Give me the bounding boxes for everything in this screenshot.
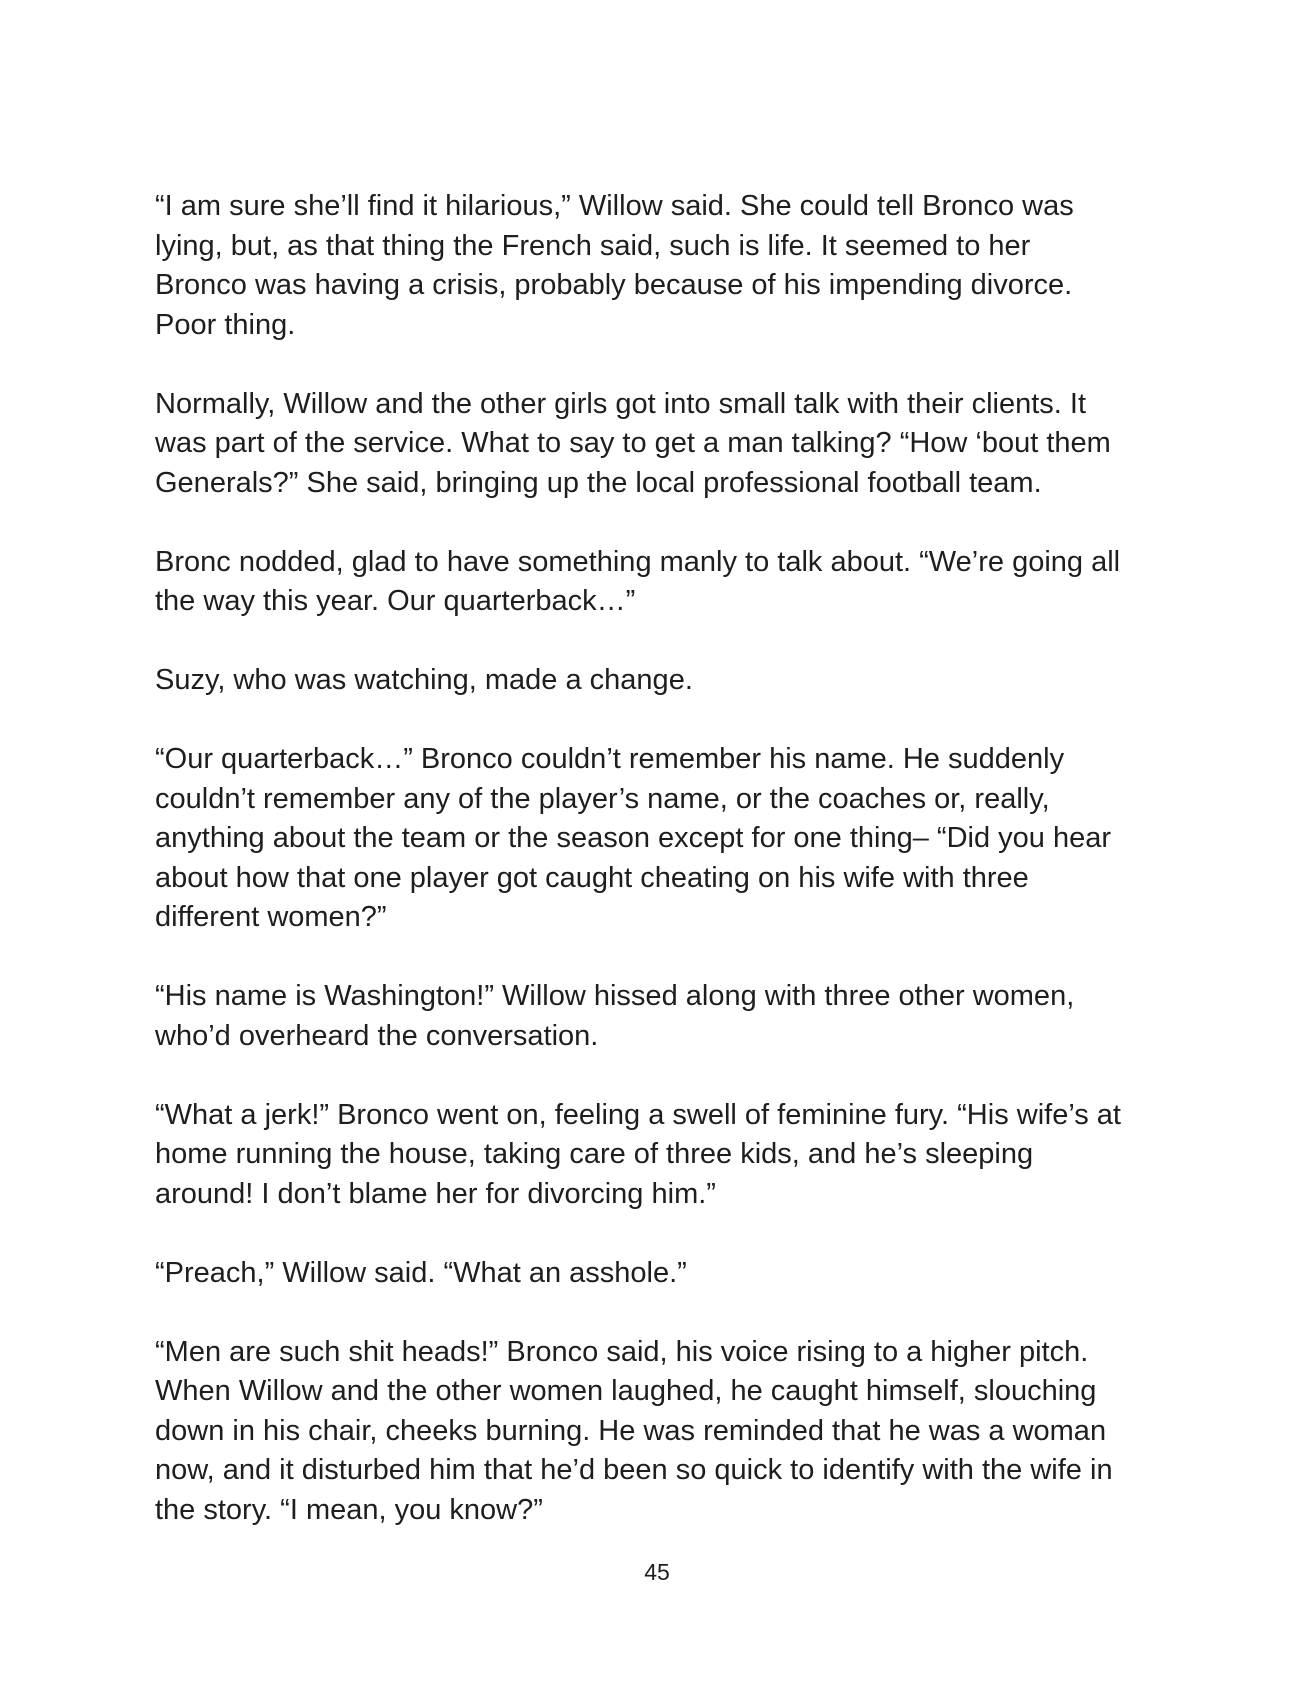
text-line: Bronc nodded, glad to have something manly to talk about. “We’re going all [155, 545, 1121, 578]
paragraph [155, 543, 1165, 622]
text-line: home running the house, taking care of three kids, and he’s sleeping [155, 1138, 1034, 1170]
text-line: couldn’t remember any of the player’s name, or the coaches or, really, [155, 782, 1050, 815]
text-line: around! I don’t blame her for divorcing him.” [155, 1177, 716, 1210]
text-line: who’d overheard the conversation. [155, 1019, 599, 1052]
text-line: now, and it disturbed him that he’d been so quick to identify with the wife in [155, 1454, 1113, 1486]
paragraph [155, 740, 1165, 938]
text-line: the story. “I mean, you know?” [155, 1493, 543, 1526]
text-line: Bronco was having a crisis, probably because of his impending divorce. [155, 269, 1073, 301]
text-line: about how that one player got caught cheating on his wife with three [155, 861, 1029, 894]
page-number: 45 [644, 1559, 670, 1585]
text-line: the way this year. Our quarterback…” [155, 585, 636, 617]
paragraph [155, 385, 1165, 504]
text-line: was part of the service. What to say to get a man talking? “How ‘bout them [155, 427, 1111, 459]
paragraph [155, 187, 1165, 345]
paragraph [155, 977, 1165, 1056]
text-line: anything about the team or the season except for one thing– “Did you hear [155, 822, 1112, 854]
text-line: “Our quarterback…” Bronco couldn’t remember his name. He suddenly [155, 743, 1065, 775]
paragraph [155, 1096, 1165, 1215]
text-line: different women?” [155, 901, 387, 933]
text-line: Suzy, who was watching, made a change. [155, 664, 693, 696]
text-line: When Willow and the other women laughed, he caught himself, slouching [155, 1375, 1097, 1407]
text-line: “What a jerk!” Bronco went on, feeling a swell of feminine fury. “His wife’s at [155, 1098, 1121, 1131]
paragraph [155, 1333, 1165, 1531]
text-line: “His name is Washington!” Willow hissed along with three other women, [155, 980, 1075, 1012]
text-line: “I am sure she’ll find it hilarious,” Willow said. She could tell Bronco was [155, 190, 1074, 222]
text-line: Normally, Willow and the other girls got into small talk with their clients. It [155, 387, 1087, 420]
text-line: Poor thing. [155, 308, 296, 341]
text-line: down in his chair, cheeks burning. He was reminded that he was a woman [155, 1414, 1107, 1447]
text-line: Generals?” She said, bringing up the local professional football team. [155, 466, 1042, 499]
body-text [155, 187, 1165, 1570]
text-line: “Men are such shit heads!” Bronco said, his voice rising to a higher pitch. [155, 1335, 1089, 1368]
paragraph [155, 1254, 1165, 1294]
paragraph [155, 661, 1165, 701]
text-line: “Preach,” Willow said. “What an asshole.” [155, 1256, 687, 1289]
text-line: lying, but, as that thing the French said, such is life. It seemed to her [155, 229, 1031, 262]
